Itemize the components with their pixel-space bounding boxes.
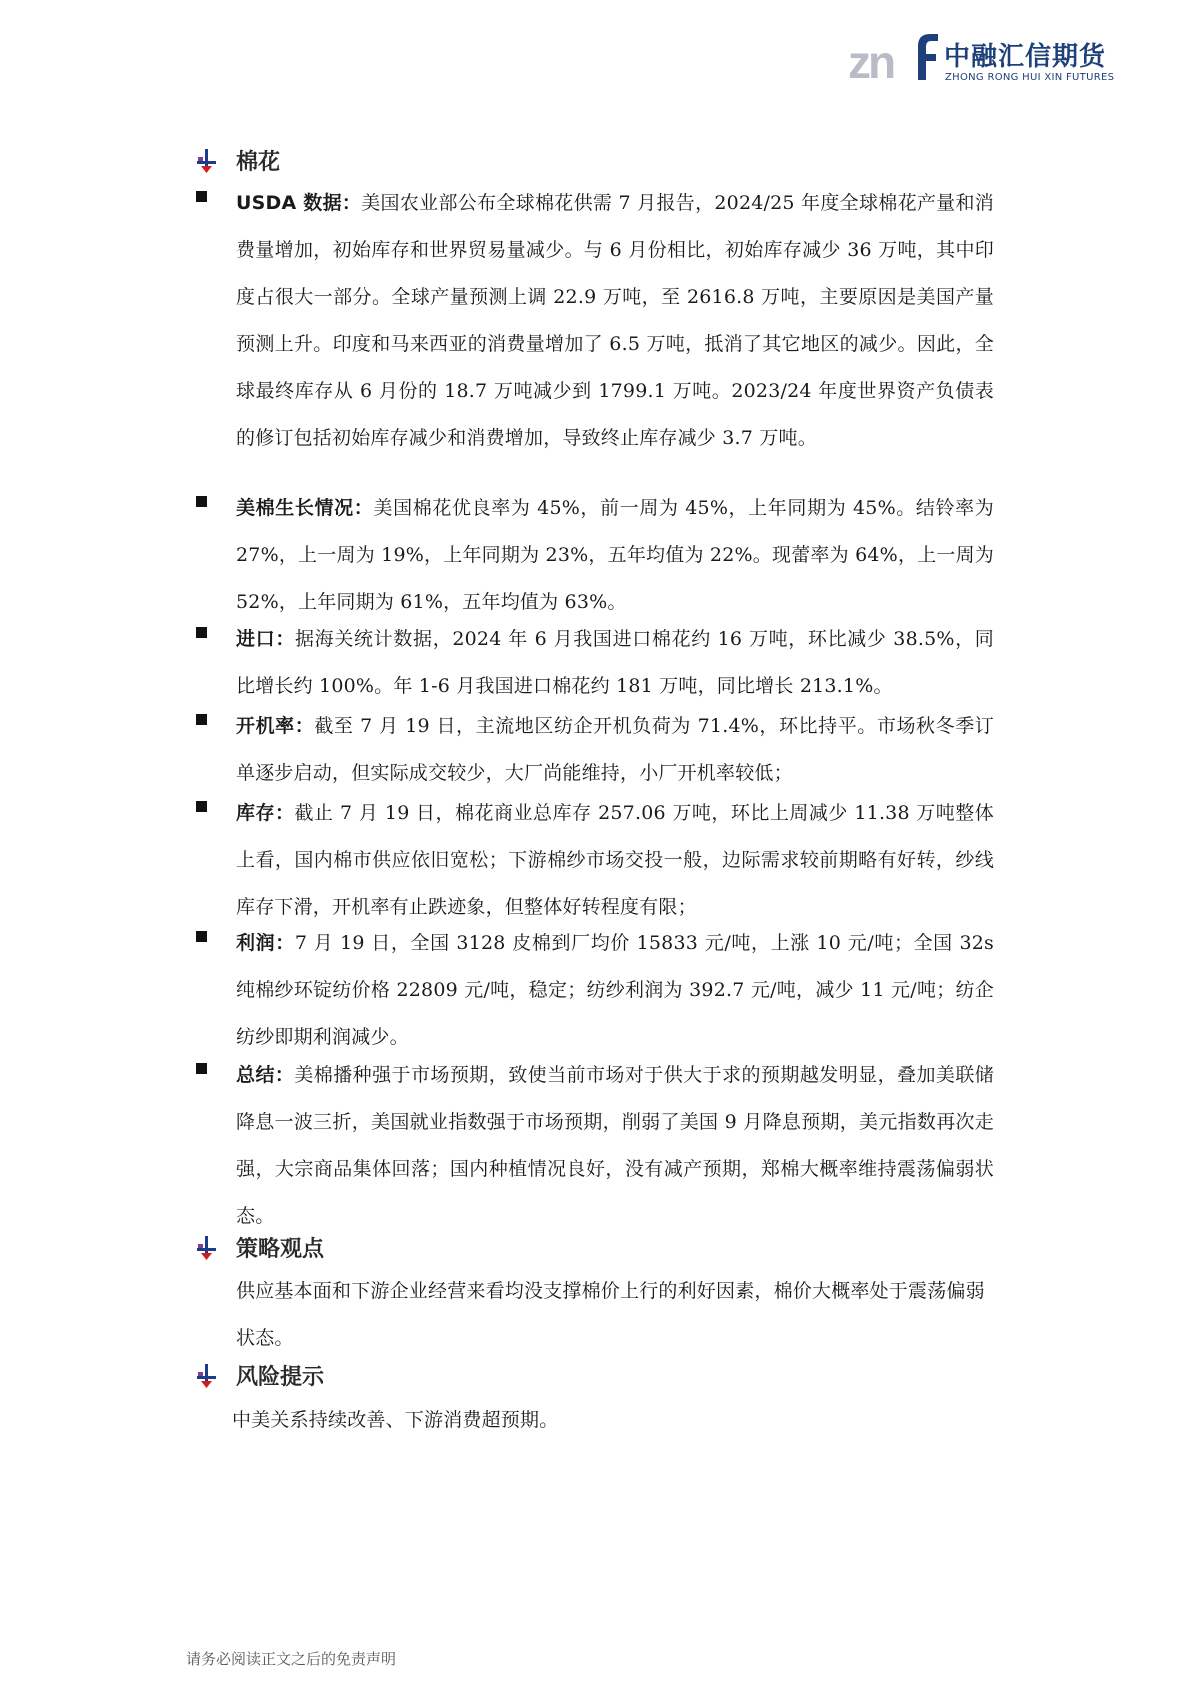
bullet-label: 总结： (236, 1064, 295, 1086)
company-logo (848, 28, 1120, 90)
section-marker-icon (194, 1234, 220, 1260)
bullet-square-icon (196, 191, 207, 202)
znf-logo-mark-icon (848, 28, 940, 90)
bullet-label: 美棉生长情况： (236, 497, 374, 519)
bullet-text: 7 月 19 日，全国 3128 皮棉到厂均价 15833 元/吨，上涨 10 元/吨；全国 32s 纯棉纱环锭纺价格 22809 元/吨，稳定；纺纱利润为 392.7 元/吨，减少 11 元/吨；纺企纺纱即期利润减少。 (236, 932, 994, 1048)
bullet-imports (194, 616, 994, 710)
section-title: 棉花 (236, 149, 281, 175)
bullet-text: 截止 7 月 19 日，棉花商业总库存 257.06 万吨，环比上周减少 11.38 万吨整体上看，国内棉市供应依旧宽松；下游棉纱市场交投一般，边际需求较前期略有好转，纱线库存下滑，开机率有止跌迹象，但整体好转程度有限； (236, 802, 995, 918)
bullet-text: 截至 7 月 19 日，主流地区纺企开机负荷为 71.4%，环比持平。市场秋冬季订单逐步启动，但实际成交较少，大厂尚能维持，小厂开机率较低； (236, 715, 994, 784)
bullet-usda (194, 180, 994, 462)
bullet-inventory (194, 790, 994, 931)
bullet-us-cotton-growth (194, 485, 994, 626)
logo-company-english-name: ZHONG RONG HUI XIN FUTURES (945, 72, 1115, 83)
risk-paragraph: 中美关系持续改善、下游消费超预期。 (232, 1409, 559, 1431)
section-marker-icon (194, 1362, 220, 1388)
section-title: 策略观点 (236, 1236, 325, 1262)
bullet-text: 美国棉花优良率为 45%，前一周为 45%，上年同期为 45%。结铃率为 27%，上一周为 19%，上年同期为 23%，五年均值为 22%。现蕾率为 64%，上一周为 52%，上年同期为 61%，五年均值为 63%。 (236, 497, 994, 613)
bullet-label: 进口： (236, 628, 296, 650)
bullet-label: 利润： (236, 932, 295, 954)
section-heading-risk (194, 1358, 324, 1392)
bullet-square-icon (196, 1063, 207, 1074)
bullet-summary (194, 1052, 994, 1240)
bullet-text: 据海关统计数据，2024 年 6 月我国进口棉花约 16 万吨，环比减少 38.5%，同比增长约 100%。年 1-6 月我国进口棉花约 181 万吨，同比增长 213.1%。 (236, 628, 994, 697)
section-heading-cotton (194, 143, 280, 177)
bullet-text: 美棉播种强于市场预期，致使当前市场对于供大于求的预期越发明显，叠加美联储降息一波三折，美国就业指数强于市场预期，削弱了美国 9 月降息预期，美元指数再次走强，大宗商品集体回落；国内种植情况良好，没有减产预期，郑棉大概率维持震荡偏弱状态。 (236, 1064, 994, 1227)
strategy-paragraph: 供应基本面和下游企业经营来看均没支撑棉价上行的利好因素，棉价大概率处于震荡偏弱状态。 (236, 1280, 985, 1349)
section-heading-strategy (194, 1230, 324, 1264)
bullet-square-icon (196, 931, 207, 942)
bullet-square-icon (196, 496, 207, 507)
svg-text:zn: zn (848, 36, 894, 88)
bullet-text: 美国农业部公布全球棉花供需 7 月报告，2024/25 年度全球棉花产量和消费量增加，初始库存和世界贸易量减少。与 6 月份相比，初始库存减少 36 万吨，其中印度占很大一部分。全球产量预测上调 22.9 万吨，至 2616.8 万吨，主要原因是美国产量预测上升。印度和马来西亚的消费量增加了 6.5 万吨，抵消了其它地区的减少。因此，全球最终库存从 6 月份的 18.7 万吨减少到 1799.1 万吨。2023/24 年度世界资产负债表的修订包括初始库存减少和消费增加，导致终止库存减少 3.7 万吨。 (236, 192, 994, 449)
bullet-square-icon (196, 801, 207, 812)
footer-disclaimer-note: 请务必阅读正文之后的免责声明 (186, 1650, 397, 1668)
section-title: 风险提示 (236, 1364, 325, 1390)
logo-company-name: 中融汇信期货 (944, 42, 1107, 72)
bullet-operating-rate (194, 703, 994, 797)
bullet-label: 开机率： (236, 715, 315, 737)
section-marker-icon (194, 147, 220, 173)
bullet-label: 库存： (236, 802, 295, 824)
bullet-square-icon (196, 627, 207, 638)
bullet-square-icon (196, 714, 207, 725)
bullet-label: USDA 数据： (236, 192, 362, 214)
bullet-profit (194, 920, 994, 1061)
